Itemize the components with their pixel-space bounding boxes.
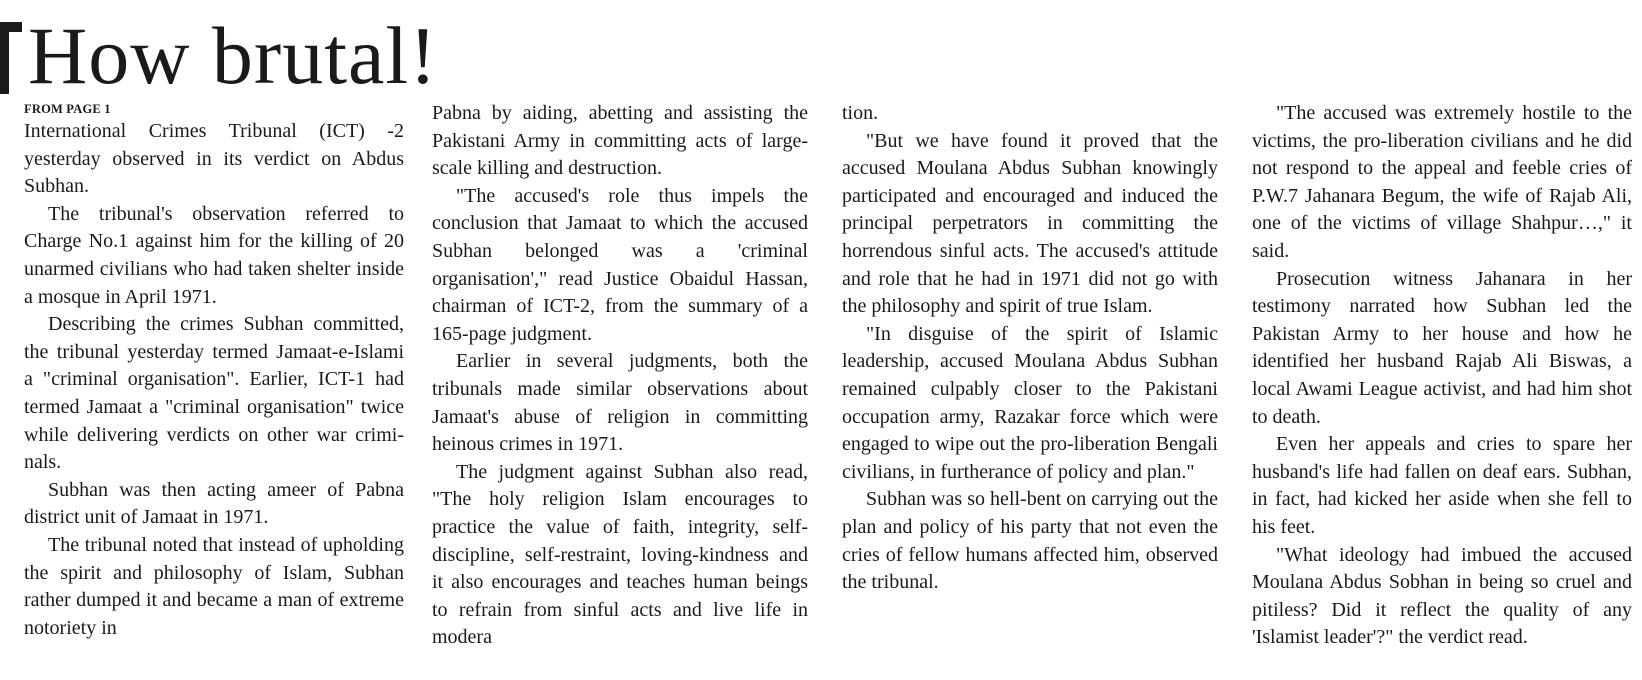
paragraph: International Crimes Tribunal (ICT) -2 yesterday observed in its verdict on Abdus Subhan. [24, 120, 404, 198]
paragraph: Earlier in several judgments, both the tribunals made similar observations about Jamaat's abuse of religion in committing heinous crimes in 1971. [432, 350, 808, 456]
paragraph: Even her appeals and cries to spare her husband's life had fallen on deaf ears. Subhan, in fact, had kicked her aside when she fell to his feet. [1252, 433, 1632, 538]
paragraph: Subhan was so hell-bent on carrying out the plan and policy of his party that not even the cries of fellow humans affected him, observed the tribunal. [842, 488, 1218, 594]
paragraph: The tribunal's observation referred to Charge No.1 against him for the killing of 20 unarmed civilians who had taken shelter inside a mosque in April 1971. [24, 202, 404, 308]
paragraph: "What ideology had imbued the accused Moulana Abdus Sobhan in being so cruel and pitiless? Did it reflect the quality of any 'Islamist leader'?" the verdict read. [1252, 543, 1632, 649]
paragraph: The judgment against Subhan also read, "The holy religion Islam encourages to practice the value of faith, integrity, self-discipline, self-restraint, loving-kindness and it also encourages and teaches human beings to refrain from sinful acts and live life in modera [432, 460, 808, 649]
paragraph: Prosecution witness Jahanara in her testimony narrated how Subhan led the Pakistan Army to her house and how he identified her husband Rajab Ali Biswas, a local Awami League activist, and had him shot to death. [1252, 267, 1632, 428]
paragraph: "The accused was extremely hostile to the victims, the pro-liberation civilians and he did not respond to the appeal and feeble cries of P.W.7 Jahanara Begum, the wife of Rajab Ali, one of the victims of village Shahpur…," it said. [1252, 102, 1632, 262]
paragraph: "But we have found it proved that the accused Moulana Abdus Subhan knowingly participated and encouraged and induced the principal perpetrators in committing the horrendous sinful acts. The accused's attitude and role that he had in 1971 did not go with the philosophy and spirit of true Islam. [842, 129, 1218, 318]
paragraph: "The accused's role thus impels the conclusion that Jamaat to which the accused Subhan belonged was a 'criminal organisation'," read Justice Obaidul Hassan, chairman of ICT-2, from the summary of a 165-page judgment. [432, 184, 808, 345]
continued-from-page-label: FROM PAGE 1 [24, 102, 111, 116]
paragraph: Subhan was then acting ameer of Pabna district unit of Jamaat in 1971. [24, 478, 404, 529]
article-column-4 [1252, 100, 1632, 675]
paragraph: Describing the crimes Subhan committed, the tribunal yesterday termed Jamaat-e-Islami a "criminal organisation". Earlier, ICT-1 had termed Jamaat a "criminal organisation" twice while delivering verdicts on other war criminals. [24, 313, 404, 474]
article-column-1 [24, 100, 404, 675]
article-column-3 [842, 100, 1218, 675]
paragraph: tion. [842, 102, 879, 124]
article-body [24, 100, 1636, 675]
article-column-2 [432, 100, 808, 675]
section-edge-mark [0, 22, 9, 94]
paragraph: Pabna by aiding, abetting and assisting the Pakistani Army in committing acts of large-scale killing and destruction. [432, 102, 808, 180]
headline: How brutal! [28, 10, 438, 101]
paragraph: "In disguise of the spirit of Islamic leadership, accused Moulana Abdus Subhan remained culpably closer to the Pakistani occupation army, Razakar force which were engaged to wipe out the pro-liberation Bengali civilians, in furtherance of policy and plan." [842, 322, 1218, 483]
paragraph: The tribunal noted that instead of upholding the spirit and philosophy of Islam, Subhan rather dumped it and became a man of extreme notoriety in [24, 533, 404, 639]
